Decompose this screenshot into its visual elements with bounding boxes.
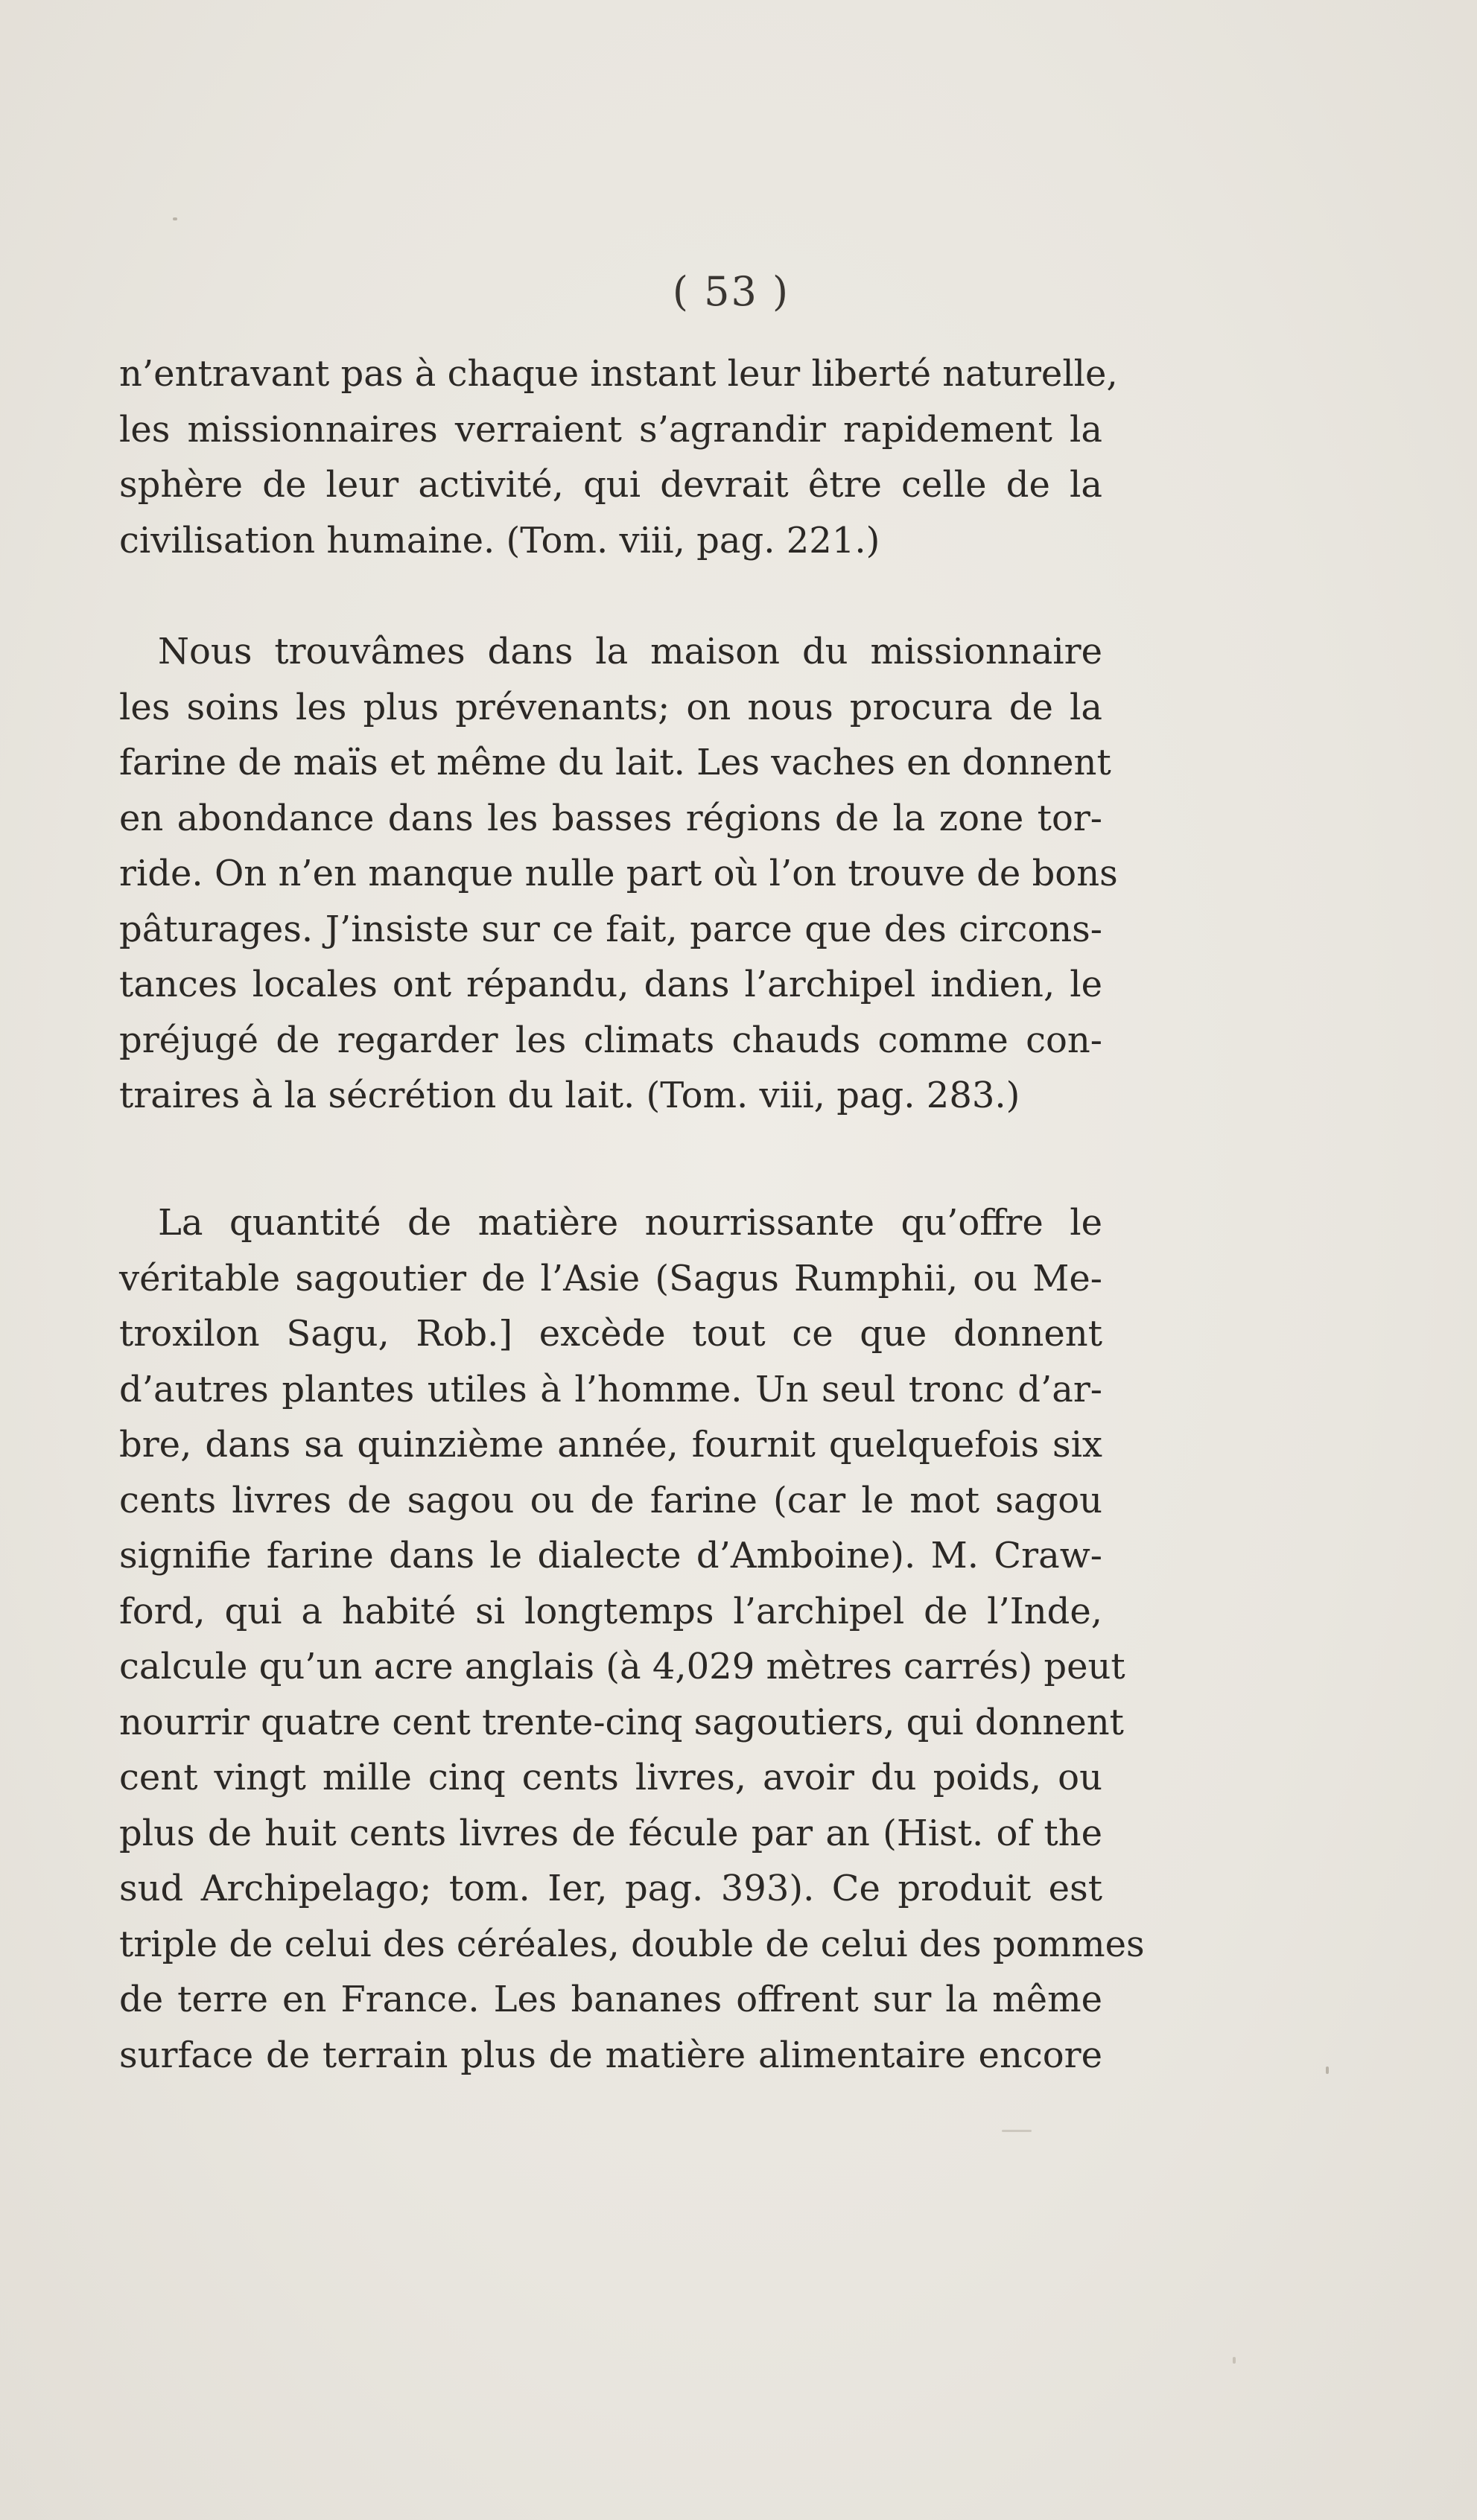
text-line: Nous trouvâmes dans la maison du missionnaire bbox=[158, 631, 1102, 672]
text-line: calcule qu’un acre anglais (à 4,029 mètres carrés) peut bbox=[119, 1646, 1125, 1687]
text-line: n’entravant pas à chaque instant leur liberté naturelle, bbox=[119, 353, 1118, 395]
text-line: véritable sagoutier de l’Asie (Sagus Rumphii, ou Me- bbox=[119, 1257, 1102, 1299]
text-line: La quantité de matière nourrissante qu’offre le bbox=[158, 1202, 1102, 1244]
paper-speck bbox=[1326, 2066, 1329, 2074]
paragraph-1 bbox=[119, 346, 1118, 568]
text-line: de terre en France. Les bananes offrent sur la même bbox=[119, 1979, 1102, 2020]
paragraph-3 bbox=[119, 1195, 1145, 2083]
text-line: d’autres plantes utiles à l’homme. Un seul tronc d’ar- bbox=[119, 1368, 1102, 1410]
text-line: troxilon Sagu, Rob.] excède tout ce que donnent bbox=[119, 1313, 1102, 1355]
text-line: farine de maïs et même du lait. Les vaches en donnent bbox=[119, 742, 1111, 783]
text-line: ride. On n’en manque nulle part où l’on trouve de bons bbox=[119, 853, 1118, 894]
text-line: les missionnaires verraient s’agrandir rapidement la bbox=[119, 408, 1102, 451]
text-line: pâturages. J’insiste sur ce fait, parce que des circons- bbox=[119, 908, 1102, 950]
text-line: tances locales ont répandu, dans l’archipel indien, le bbox=[119, 964, 1102, 1005]
paragraph-2 bbox=[119, 624, 1118, 1124]
paper-speck bbox=[1002, 2130, 1032, 2132]
text-line: sphère de leur activité, qui devrait être celle de la bbox=[119, 464, 1102, 506]
text-line: bre, dans sa quinzième année, fournit quelquefois six bbox=[119, 1424, 1102, 1466]
paper-speck bbox=[173, 217, 177, 220]
text-line: en abondance dans les basses régions de la zone tor- bbox=[119, 797, 1102, 839]
text-line: plus de huit cents livres de fécule par an (Hist. of the bbox=[119, 1812, 1102, 1854]
text-line: cent vingt mille cinq cents livres, avoir du poids, ou bbox=[119, 1757, 1102, 1798]
text-line: les soins les plus prévenants; on nous procura de la bbox=[119, 686, 1102, 728]
text-line: traires à la sécrétion du lait. (Tom. viii, pag. 283.) bbox=[119, 1075, 1020, 1116]
text-line: civilisation humaine. (Tom. viii, pag. 221.) bbox=[119, 519, 880, 561]
text-line: surface de terrain plus de matière alimentaire encore bbox=[119, 2034, 1102, 2076]
text-line: préjugé de regarder les climats chauds comme con- bbox=[119, 1019, 1102, 1061]
text-line: cents livres de sagou ou de farine (car le mot sagou bbox=[119, 1479, 1102, 1521]
page-number: ( 53 ) bbox=[672, 268, 790, 315]
text-line: signifie farine dans le dialecte d’Amboine). M. Craw- bbox=[119, 1535, 1102, 1576]
text-line: nourrir quatre cent trente-cinq sagoutiers, qui donnent bbox=[119, 1701, 1124, 1743]
paper-speck bbox=[1233, 2357, 1236, 2364]
text-line: ford, qui a habité si longtemps l’archipel de l’Inde, bbox=[119, 1590, 1102, 1632]
text-line: triple de celui des céréales, double de celui des pommes bbox=[119, 1923, 1145, 1965]
text-line: sud Archipelago; tom. Ier, pag. 393). Ce produit est bbox=[119, 1868, 1102, 1909]
